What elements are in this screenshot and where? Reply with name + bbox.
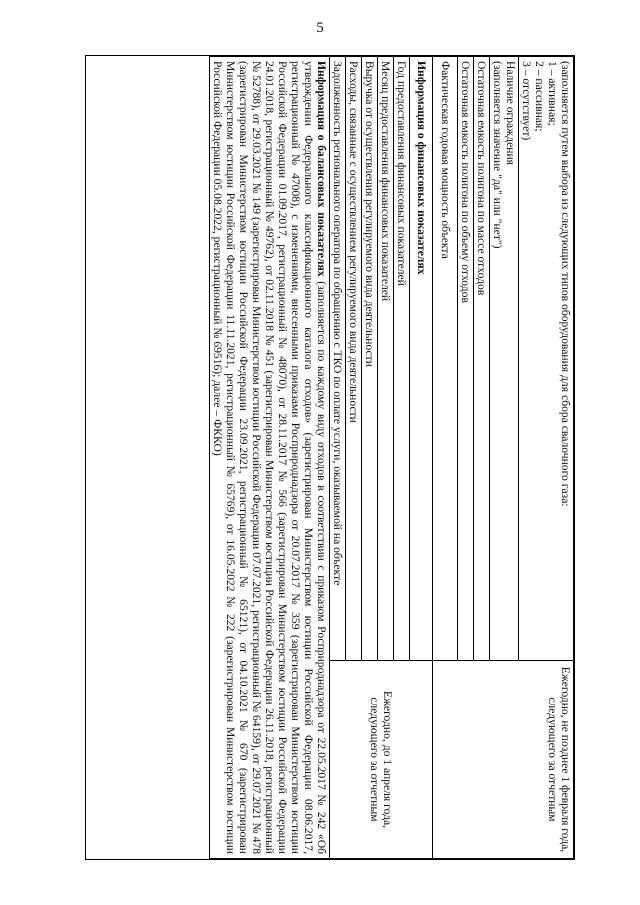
report-table: [209, 56, 574, 859]
gas-types-line: 3 – отсутствует): [520, 61, 534, 141]
fin-revenue-cell: Выручка от осуществления регулируемого вида деятельности: [362, 57, 378, 661]
table-row: [519, 57, 574, 859]
deadline-apr-cell: Ежегодно, до 1 апреля года, следующего за отчетным: [330, 661, 433, 859]
table-row: [410, 57, 433, 859]
fin-year-cell: Год предоставления финансовых показателей: [394, 57, 410, 661]
fin-expenses-cell: Расходы, связанные с осуществлением регулируемого вида деятельности: [346, 57, 362, 661]
balance-info-cell: [210, 57, 330, 859]
table-row: [210, 57, 330, 859]
deadline-feb-cell: Ежегодно, не позднее 1 февраля года, следующего за отчетным: [433, 661, 574, 859]
residual-volume-cell: Остаточная емкость полигона по объему отходов: [458, 57, 474, 661]
report-table-sheet: [85, 55, 575, 860]
fence-note: (заполняется значение "да" или "нет"): [491, 61, 505, 249]
gas-types-line: 2 – пассивная;: [533, 61, 547, 132]
actual-capacity-cell: Фактическая годовая мощность объекта: [433, 57, 458, 661]
balance-title: Информация о балансовых показателях: [315, 61, 329, 277]
page-number: 5: [316, 20, 324, 36]
gas-types-line: 1 – активная;: [546, 61, 560, 126]
balance-text: (заполняется по каждому виду отходов в соответствии с приказом Росприроднадзора от 22.05.2017 № 242 «Об утверждении Федерального классификационного каталога отходов» (зарегистрирован Министерством юстиции Российской Федерации 08.06.2017, регистрационный № 47008), с изменениями, внесенными приказами Росприроднадзора от 20.07.2017 № 359 (зарегистрирован Министерством юстиции Российской Федерации 01.09.2017, регистрационный № 48070), от 28.11.2017 № 566 (зарегистрирован Министерством юстиции Российской Федерации 24.01.2018, регистрационный № 49762), от 02.11.2018 № 451 (зарегистрирован Министерством юстиции Российской Федерации 26.11.2018, регистрационный № 52788), от 29.03.2021 № 149 (зарегистрирован Министерством юстиции Российской Федерации 07.07.2021, регистрационный № 64159), от 29.07.2021 № 478 (зарегистрирован Министерством юстиции Российской Федерации 23.09.2021, регистрационный № 65121), от 04.10.2021 № 670 (зарегистрирован Министерством юстиции Российской Федерации 11.11.2021, регистрационный № 65769), от 16.05.2022 № 222 (зарегистрирован Министерством юстиции Российской Федерации 05.08.2022, регистрационный № 69516); далее – ФККО): [211, 61, 329, 854]
financial-section-header: Информация о финансовых показателях: [410, 57, 433, 661]
fence-cell: [490, 57, 519, 661]
residual-mass-cell: Остаточная емкость полигона по массе отходов: [474, 57, 490, 661]
fin-debt-cell: Задолженность регионального оператора по обращению с ТКО по оплате услуги, оказываемой на объекте: [330, 57, 346, 661]
fin-month-cell: Месяц предоставления финансовых показателей: [378, 57, 394, 661]
fence-label: Наличие ограждения: [504, 61, 518, 165]
gas-types-line: (заполняется путем выбора из следующих типов оборудования для сбора свалочного газа:: [559, 61, 572, 507]
rotated-page-area: [85, 55, 575, 860]
gas-equipment-cell: [519, 57, 574, 661]
